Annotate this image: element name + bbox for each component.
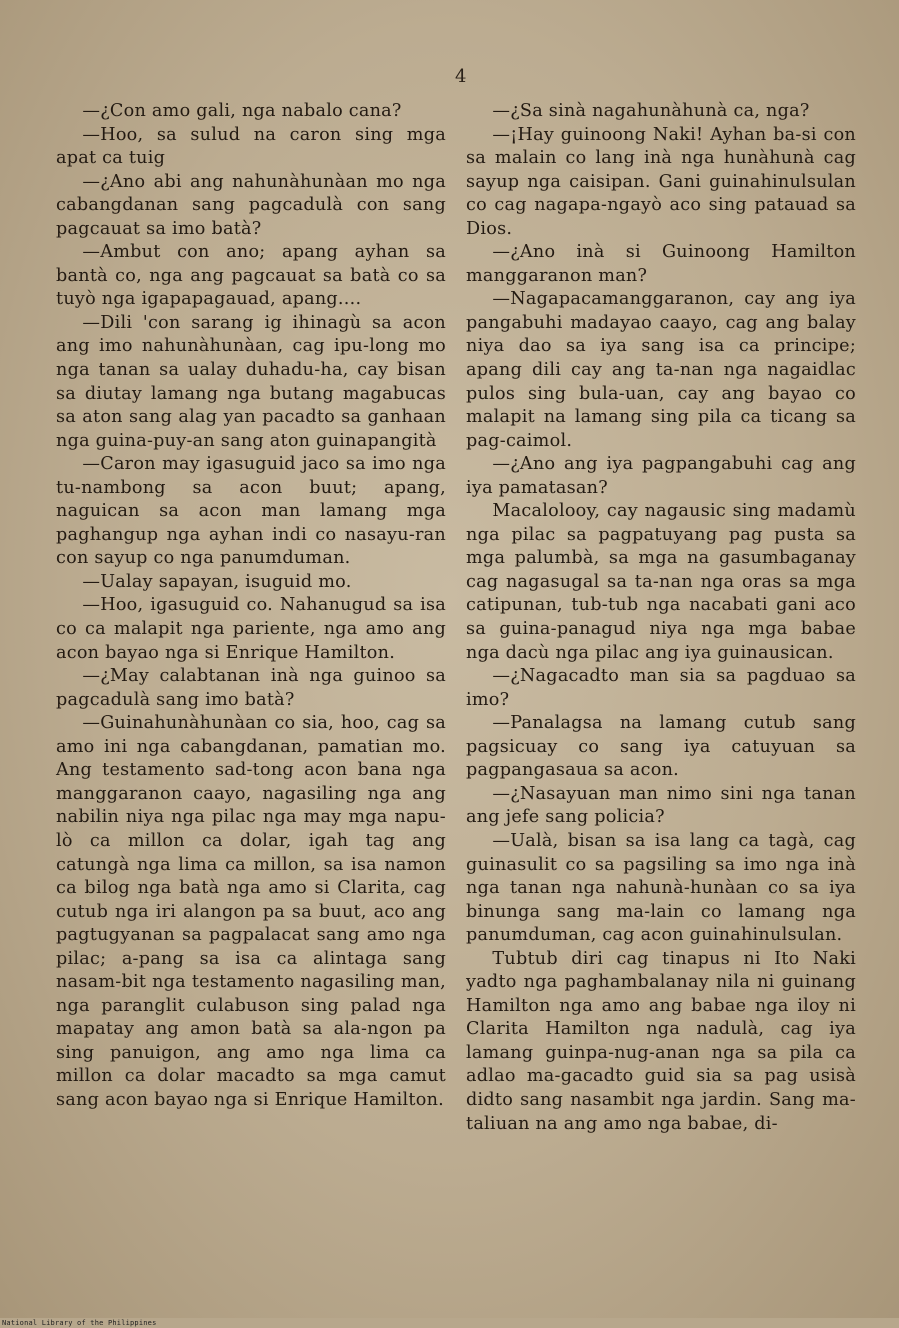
right-paragraph-11: Tubtub diri cag tinapus ni Ito Naki yadto nga paghambalanay nila ni guinang Hamilton nga amo ang babae nga iloy ni Clarita Hamilton nga nadulà, cag iya lamang guinpa-nug-anan nga sa pila ca adlao ma-gacadto guid sia sa pag usisà didto sang nasambit nga jardin. Sang ma-taliuan na ang amo nga babae, di- (466, 948, 856, 1134)
right-paragraph-4: —Nagapacamanggaranon, cay ang iya pangabuhi madayao caayo, cag ang balay niya dao sa iya sang isa ca principe; apang dili cay ang ta-nan nga nagaidlac pulos sing bula-uan, cay ang bayao co malapit na lamang sing pila ca ticang sa pag-caimol. (466, 289, 856, 451)
left-paragraph-8: —Hoo, igasuguid co. Nahanugud sa isa co ca malapit nga pariente, nga amo ang acon bayao nga si Enrique Hamilton. (56, 595, 446, 663)
right-paragraph-8: —Panalagsa na lamang cutub sang pagsicuay co sang iya catuyuan sa pagpangasaua sa acon. (466, 713, 856, 781)
left-paragraph-2: —Hoo, sa sulud na caron sing mga apat ca tuig (56, 124, 446, 169)
left-paragraph-4: —Ambut con ano; apang ayhan sa bantà co, nga ang pagcauat sa batà co sa tuyò nga igapapagauad, apang.... (56, 242, 446, 310)
left-paragraph-1: —¿Con amo gali, nga nabalo cana? (82, 101, 402, 121)
left-paragraph-3: —¿Ano abi ang nahunàhunàan mo nga cabangdanan sang pagcadulà con sang pagcauat sa imo batà? (56, 171, 446, 239)
right-column (466, 100, 856, 1136)
left-column (56, 100, 446, 1113)
right-paragraph-2: —¡Hay guinoong Naki! Ayhan ba-si con sa malain co lang inà nga hunàhunà cag sayup nga caisipan. Gani guinahinulsulan co cag nagapa-ngayò aco sing patauad sa Dios. (466, 124, 856, 239)
right-paragraph-10: —Ualà, bisan sa isa lang ca tagà, cag guinasulit co sa pagsiling sa imo nga inà nga tanan nga nahunà-hunàan co sa iya binunga sang ma-lain co lamang nga panumduman, cag acon guinahinulsulan. (466, 830, 856, 946)
left-paragraph-6: —Caron may igasuguid jaco sa imo nga tu-nambong sa acon buut; apang, naguican sa acon man lamang mga paghangup nga ayhan indi co nasayu-ran con sayup co nga panumduman. (56, 454, 446, 569)
left-paragraph-10: —Guinahunàhunàan co sia, hoo, cag sa amo ini nga cabangdanan, pamatian mo. Ang testamento sad-tong acon bana nga manggaranon caayo, nagasiling nga ang nabilin niya nga pilac nga may mga napu-lò ca millon ca dolar, igah tag ang catungà nga lima ca millon, sa isa namon ca bilog nga batà nga amo si Clarita, cag cutub nga iri alangon pa sa buut, aco ang pagtugyanan sa pagpalacat sang amo nga pilac; a-pang sa isa ca alintaga sang nasam-bit nga testamento nagasiling man, nga paranglit culabuson sing palad nga mapatay ang amon batà sa ala-ngon pa sing panuigon, ang amo nga lima ca millon ca dolar macadto sa mga camut sang acon bayao nga si Enrique Hamilton. (56, 713, 446, 1110)
right-paragraph-3: —¿Ano inà si Guinoong Hamilton manggaranon man? (466, 242, 856, 286)
left-paragraph-7: —Ualay sapayan, isuguid mo. (82, 571, 352, 592)
library-credit: National Library of the Philippines (2, 1319, 157, 1327)
left-paragraph-9: —¿May calabtanan inà nga guinoo sa pagcadulà sang imo batà? (56, 666, 446, 710)
right-paragraph-5: —¿Ano ang iya pagpangabuhi cag ang iya pamatasan? (466, 454, 856, 498)
left-paragraph-5: —Dili 'con sarang ig ihinagù sa acon ang imo nahunàhunàan, cag ipu-long mo nga tanan sa ualay duhadu-ha, cay bisan sa diutay lamang nga butang magabucas sa aton sang alag yan pacadto sa ganhaan nga guina-puy-an sang aton guinapangità (56, 312, 446, 451)
page-number: 4 (455, 66, 467, 87)
right-paragraph-9: —¿Nasayuan man nimo sini nga tanan ang jefe sang policia? (466, 783, 856, 828)
right-paragraph-1: —¿Sa sinà nagahunàhunà ca, nga? (492, 101, 810, 121)
right-paragraph-6: Macalolooy, cay nagausic sing madamù nga pilac sa pagpatuyang pag pusta sa mga palumbà, sa mga na gasumbaganay cag nagasugal sa ta-nan nga oras sa mga catipunan, tub-tub nga nacabati gani aco sa guina-panagud niya nga mga babae nga dacù nga pilac ang iya guinausican. (466, 501, 856, 663)
right-paragraph-7: —¿Nagacadto man sia sa pagduao sa imo? (466, 666, 856, 710)
